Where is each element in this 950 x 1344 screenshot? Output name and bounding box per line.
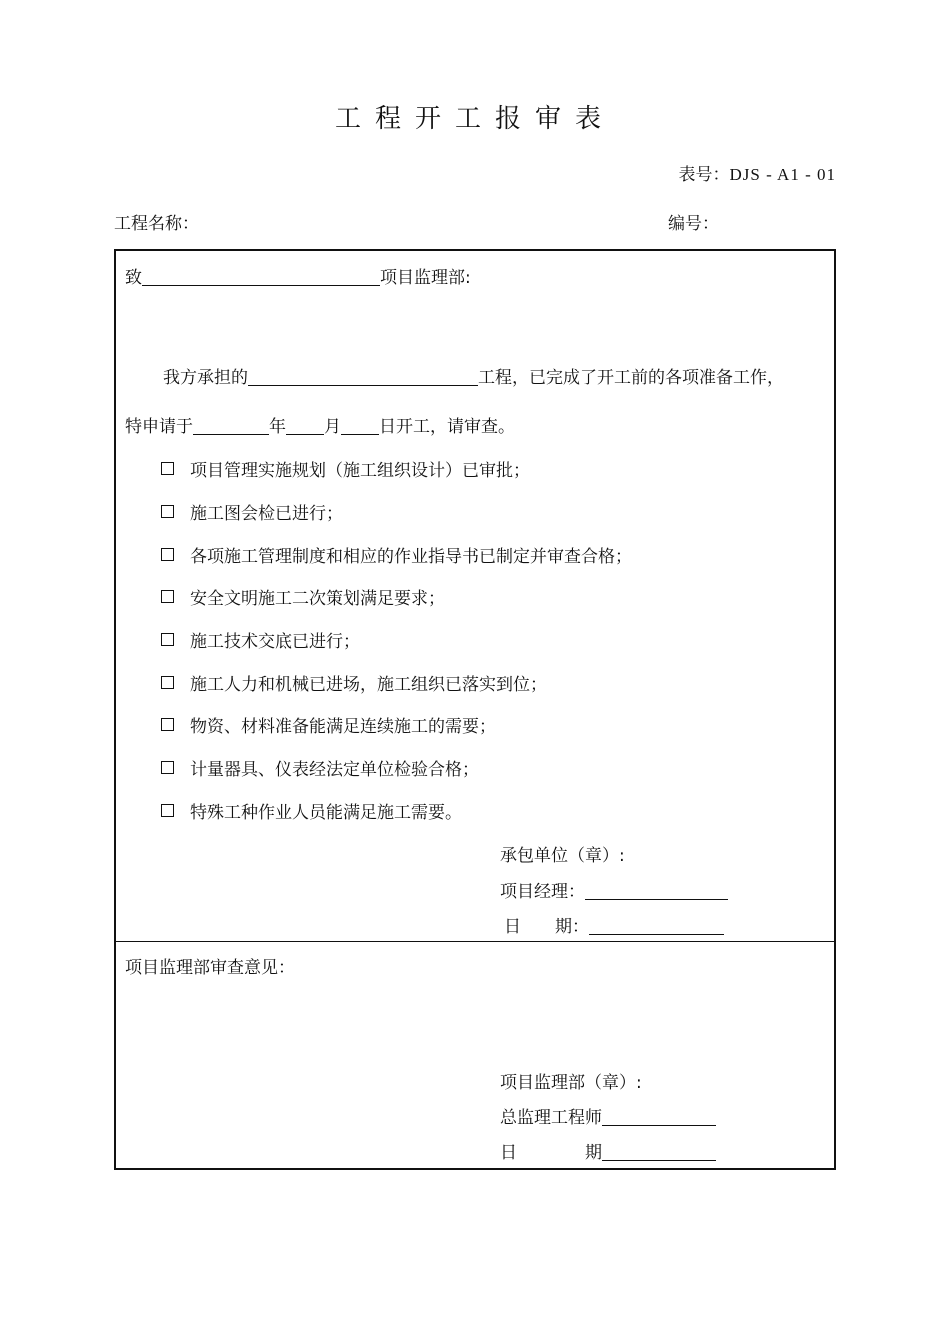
addressee-suffix: 项目监理部: [380, 268, 471, 288]
contractor-unit-label: 承包单位（章）: [500, 846, 625, 866]
form-table [114, 249, 836, 1170]
chief-engineer-label: 总监理工程师 [500, 1108, 602, 1128]
checkbox[interactable] [161, 761, 174, 774]
checkbox[interactable] [161, 633, 174, 646]
checkbox[interactable] [161, 548, 174, 561]
statement-part2: 工程，已完成了开工前的各项准备工作， [478, 368, 784, 388]
checkbox[interactable] [161, 718, 174, 731]
checklist-item-label: 各项施工管理制度和相应的作业指导书已制定并审查合格； [190, 547, 632, 567]
review-date-line [500, 1138, 716, 1163]
statement-part3: 特申请于 [125, 417, 193, 437]
checklist-item [161, 627, 360, 652]
project-manager-line [500, 877, 728, 902]
addressee-blank[interactable] [142, 267, 380, 286]
addressee-prefix: 致 [125, 268, 142, 288]
section-divider [116, 941, 834, 942]
day-blank[interactable] [341, 416, 379, 435]
review-heading: 项目监理部审查意见： [125, 958, 295, 978]
checklist-item [161, 670, 547, 695]
checkbox[interactable] [161, 590, 174, 603]
checklist-item-label: 安全文明施工二次策划满足要求； [190, 589, 445, 609]
chief-engineer-line [500, 1103, 716, 1128]
checklist-item-label: 施工图会检已进行； [190, 504, 343, 524]
checklist-item-label: 计量器具、仪表经法定单位检验合格； [190, 760, 479, 780]
supervision-dept-label: 项目监理部（章）: [500, 1073, 642, 1093]
checklist-item [161, 499, 343, 524]
checklist-item-label: 施工人力和机械已进场，施工组织已落实到位； [190, 675, 547, 695]
checkbox[interactable] [161, 804, 174, 817]
checklist-item [161, 755, 479, 780]
checklist-item-label: 施工技术交底已进行； [190, 632, 360, 652]
checklist-item [161, 456, 530, 481]
checkbox[interactable] [161, 462, 174, 475]
checklist-item-label: 物资、材料准备能满足连续施工的需要； [190, 717, 496, 737]
project-blank[interactable] [248, 367, 478, 386]
month-blank[interactable] [286, 416, 324, 435]
statement-part1: 我方承担的 [163, 368, 248, 388]
year-label: 年 [269, 417, 286, 437]
month-label: 月 [324, 417, 341, 437]
day-suffix: 日开工，请审查。 [379, 417, 515, 437]
chief-engineer-blank[interactable] [602, 1107, 716, 1126]
contractor-date-label: 日 期： [504, 917, 589, 937]
project-name-label: 工程名称： [114, 214, 199, 234]
checklist-item [161, 542, 632, 567]
checklist-item [161, 798, 462, 823]
checklist-item [161, 584, 445, 609]
checkbox[interactable] [161, 676, 174, 689]
form-number-code: DJS - A1 - 01 [729, 165, 836, 184]
review-date-blank[interactable] [602, 1142, 716, 1161]
checklist-item [161, 712, 496, 737]
contractor-date-line [504, 912, 724, 937]
checklist-item-label: 项目管理实施规划（施工组织设计）已审批； [190, 461, 530, 481]
form-number [678, 160, 836, 185]
addressee-line [125, 263, 471, 288]
checklist-item-label: 特殊工种作业人员能满足施工需要。 [190, 803, 462, 823]
review-date-label: 日 期 [500, 1143, 602, 1163]
statement-line-2 [125, 412, 515, 437]
project-manager-blank[interactable] [585, 881, 728, 900]
project-manager-label: 项目经理： [500, 882, 585, 902]
checkbox[interactable] [161, 505, 174, 518]
year-blank[interactable] [193, 416, 269, 435]
serial-number-label: 编号： [668, 214, 719, 234]
contractor-date-blank[interactable] [589, 916, 724, 935]
statement-line-1 [163, 363, 784, 388]
page-title: 工程开工报审表 [334, 104, 615, 134]
form-number-label: 表号： [678, 165, 730, 185]
